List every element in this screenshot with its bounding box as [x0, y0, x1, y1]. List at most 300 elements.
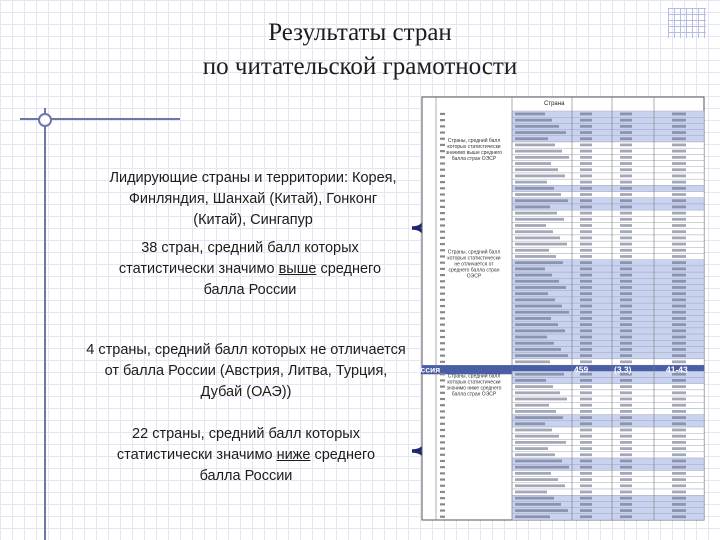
below-keyword: ниже: [276, 447, 311, 463]
row-number-mark: [440, 268, 445, 270]
country-name-mark: [515, 175, 565, 178]
row-number-mark: [440, 305, 445, 307]
score-mark: [580, 323, 592, 326]
country-name-mark: [515, 218, 564, 221]
country-name-mark: [515, 447, 548, 450]
rank-mark: [672, 360, 686, 363]
rank-mark: [672, 125, 686, 128]
row-number-mark: [440, 125, 445, 127]
row-number-mark: [440, 342, 445, 344]
score-mark: [580, 274, 592, 277]
se-mark: [620, 329, 632, 332]
score-mark: [580, 187, 592, 190]
score-mark: [580, 175, 592, 178]
row-number-mark: [440, 417, 445, 419]
score-mark: [580, 230, 592, 233]
country-name-mark: [515, 131, 566, 134]
se-mark: [620, 422, 632, 425]
score-mark: [580, 298, 592, 301]
score-mark: [580, 218, 592, 221]
se-mark: [620, 274, 632, 277]
rank-mark: [672, 435, 686, 438]
rank-mark: [672, 460, 686, 463]
score-mark: [580, 168, 592, 171]
score-mark: [580, 336, 592, 339]
score-mark: [580, 125, 592, 128]
score-mark: [580, 131, 592, 134]
country-name-mark: [515, 206, 550, 209]
score-mark: [580, 162, 592, 165]
se-mark: [620, 515, 632, 518]
score-mark: [580, 249, 592, 252]
score-mark: [580, 292, 592, 295]
row-number-mark: [440, 497, 445, 499]
score-mark: [580, 429, 592, 432]
results-table: [410, 97, 704, 520]
se-mark: [620, 267, 632, 270]
score-mark: [580, 509, 592, 512]
row-number-mark: [440, 361, 445, 363]
rank-mark: [672, 329, 686, 332]
russia-rank: 41-43: [666, 364, 688, 375]
country-name-mark: [515, 274, 552, 277]
row-number-mark: [440, 138, 445, 140]
rank-mark: [672, 354, 686, 357]
score-mark: [580, 144, 592, 147]
se-mark: [620, 354, 632, 357]
se-mark: [620, 230, 632, 233]
rank-mark: [672, 243, 686, 246]
se-mark: [620, 144, 632, 147]
row-number-mark: [440, 293, 445, 295]
rank-mark: [672, 391, 686, 394]
rank-mark: [672, 453, 686, 456]
country-name-mark: [515, 497, 554, 500]
score-mark: [580, 224, 592, 227]
rank-mark: [672, 336, 686, 339]
se-mark: [620, 466, 632, 469]
row-number-mark: [440, 144, 445, 146]
rank-mark: [672, 267, 686, 270]
rank-mark: [672, 298, 686, 301]
rank-mark: [672, 484, 686, 487]
score-mark: [580, 391, 592, 394]
row-number-mark: [440, 485, 445, 487]
row-number-mark: [440, 423, 445, 425]
equal-average-text: 4 страны, средний балл которых не отличается от балла России (Австрия, Литва, Турция, Дубай (ОАЭ)): [86, 342, 406, 400]
se-mark: [620, 305, 632, 308]
se-mark: [620, 379, 632, 382]
country-name-mark: [515, 329, 565, 332]
se-mark: [620, 113, 632, 116]
country-name-mark: [515, 391, 560, 394]
se-mark: [620, 447, 632, 450]
country-name-mark: [515, 484, 565, 487]
se-mark: [620, 398, 632, 401]
se-mark: [620, 206, 632, 209]
country-name-mark: [515, 236, 560, 239]
row-number-mark: [440, 336, 445, 338]
table-header-text: Страна: [544, 101, 565, 107]
rank-mark: [672, 199, 686, 202]
country-name-mark: [515, 317, 551, 320]
se-mark: [620, 416, 632, 419]
score-mark: [580, 385, 592, 388]
country-name-mark: [515, 460, 562, 463]
score-mark: [580, 156, 592, 159]
rank-mark: [672, 255, 686, 258]
se-mark: [620, 156, 632, 159]
score-mark: [580, 267, 592, 270]
score-mark: [580, 342, 592, 345]
score-mark: [580, 348, 592, 351]
row-number-mark: [440, 435, 445, 437]
slide-title-line-1: Результаты стран: [268, 19, 452, 46]
score-mark: [580, 286, 592, 289]
score-mark: [580, 360, 592, 363]
row-number-mark: [440, 274, 445, 276]
rank-mark: [672, 385, 686, 388]
row-number-mark: [440, 206, 445, 208]
se-mark: [620, 255, 632, 258]
se-mark: [620, 261, 632, 264]
se-mark: [620, 125, 632, 128]
se-mark: [620, 385, 632, 388]
se-mark: [620, 137, 632, 140]
score-mark: [580, 491, 592, 494]
row-number-mark: [440, 392, 445, 394]
se-mark: [620, 497, 632, 500]
rank-mark: [672, 317, 686, 320]
country-name-mark: [515, 422, 545, 425]
rank-mark: [672, 311, 686, 314]
row-number-mark: [440, 280, 445, 282]
score-mark: [580, 416, 592, 419]
se-mark: [620, 342, 632, 345]
row-number-mark: [440, 169, 445, 171]
country-name-mark: [515, 168, 558, 171]
russia-se: (3.3): [614, 364, 632, 375]
se-mark: [620, 131, 632, 134]
country-name-mark: [515, 491, 547, 494]
se-mark: [620, 317, 632, 320]
row-number-mark: [440, 162, 445, 164]
score-mark: [580, 212, 592, 215]
country-name-mark: [515, 224, 546, 227]
se-mark: [620, 199, 632, 202]
country-name-mark: [515, 125, 559, 128]
row-number-mark: [440, 237, 445, 239]
score-mark: [580, 515, 592, 518]
country-name-mark: [515, 150, 562, 153]
rank-mark: [672, 323, 686, 326]
above-average-text-part-2: среднего балла России: [203, 261, 382, 298]
score-mark: [580, 119, 592, 122]
rank-mark: [672, 249, 686, 252]
se-mark: [620, 187, 632, 190]
country-name-mark: [515, 404, 549, 407]
se-mark: [620, 292, 632, 295]
rank-mark: [672, 342, 686, 345]
row-number-mark: [440, 249, 445, 251]
rank-mark: [672, 224, 686, 227]
score-mark: [580, 497, 592, 500]
row-number-mark: [440, 491, 445, 493]
se-mark: [620, 453, 632, 456]
row-number-mark: [440, 299, 445, 301]
rank-mark: [672, 472, 686, 475]
se-mark: [620, 478, 632, 481]
above-keyword: выше: [278, 261, 317, 277]
row-number-mark: [440, 472, 445, 474]
score-mark: [580, 261, 592, 264]
row-number-mark: [440, 262, 445, 264]
country-name-mark: [515, 199, 568, 202]
rank-mark: [672, 348, 686, 351]
country-name-mark: [515, 119, 552, 122]
country-name-mark: [515, 292, 548, 295]
russia-score: 459: [574, 364, 589, 375]
country-name-mark: [515, 243, 567, 246]
row-number-mark: [440, 113, 445, 115]
score-mark: [580, 255, 592, 258]
se-mark: [620, 119, 632, 122]
row-number-mark: [440, 187, 445, 189]
row-number-mark: [440, 317, 445, 319]
country-name-mark: [515, 410, 556, 413]
se-mark: [620, 236, 632, 239]
se-mark: [620, 243, 632, 246]
below-average-text-part-1: 22 страны, средний балл которых статистически значимо: [116, 426, 360, 463]
row-number-mark: [440, 231, 445, 233]
country-name-mark: [515, 261, 563, 264]
row-number-mark: [440, 410, 445, 412]
country-name-mark: [515, 348, 561, 351]
se-mark: [620, 249, 632, 252]
score-mark: [580, 311, 592, 314]
row-number-mark: [440, 243, 445, 245]
row-number-mark: [440, 429, 445, 431]
se-mark: [620, 410, 632, 413]
country-name-mark: [515, 429, 552, 432]
score-mark: [580, 404, 592, 407]
rank-mark: [672, 175, 686, 178]
rank-mark: [672, 274, 686, 277]
country-name-mark: [515, 162, 551, 165]
rank-mark: [672, 187, 686, 190]
rank-mark: [672, 491, 686, 494]
country-name-mark: [515, 137, 548, 140]
rank-mark: [672, 422, 686, 425]
se-mark: [620, 181, 632, 184]
rank-mark: [672, 113, 686, 116]
rank-mark: [672, 398, 686, 401]
score-mark: [580, 484, 592, 487]
se-mark: [620, 429, 632, 432]
score-mark: [580, 460, 592, 463]
country-name-mark: [515, 398, 567, 401]
results-table-image: [410, 97, 704, 520]
row-number-mark: [440, 255, 445, 257]
country-name-mark: [515, 323, 558, 326]
row-number-mark: [440, 311, 445, 313]
rank-mark: [672, 230, 686, 233]
rank-mark: [672, 280, 686, 283]
country-name-mark: [515, 379, 546, 382]
country-name-mark: [515, 373, 564, 376]
row-number-mark: [440, 478, 445, 480]
country-name-mark: [515, 144, 555, 147]
row-number-mark: [440, 373, 445, 375]
se-mark: [620, 280, 632, 283]
se-mark: [620, 391, 632, 394]
rank-mark: [672, 466, 686, 469]
group-note-mid: Страны, средний балл которых статистически не отличается от среднего балла стран ОЭСР: [447, 249, 501, 280]
country-name-mark: [515, 187, 554, 190]
se-mark: [620, 193, 632, 196]
country-name-mark: [515, 509, 568, 512]
row-number-mark: [440, 218, 445, 220]
se-mark: [620, 150, 632, 153]
se-mark: [620, 311, 632, 314]
country-name-mark: [515, 280, 559, 283]
se-mark: [620, 503, 632, 506]
se-mark: [620, 212, 632, 215]
country-name-mark: [515, 156, 569, 159]
rank-mark: [672, 497, 686, 500]
score-mark: [580, 181, 592, 184]
country-name-mark: [515, 298, 555, 301]
row-number-mark: [440, 286, 445, 288]
below-average-text-part-2: среднего балла России: [199, 447, 376, 484]
rank-mark: [672, 292, 686, 295]
se-mark: [620, 509, 632, 512]
rank-mark: [672, 509, 686, 512]
rank-mark: [672, 144, 686, 147]
group-note-above: Страны, средний балл которых статистически значимо выше среднего балла стран ОЭСР: [445, 137, 503, 162]
country-name-mark: [515, 478, 558, 481]
score-mark: [580, 199, 592, 202]
country-name-mark: [515, 435, 559, 438]
group-note-below: Страны, средний балл которых статистически значимо ниже среднего балла стран ОЭСР: [446, 373, 502, 398]
country-name-mark: [515, 286, 566, 289]
se-mark: [620, 218, 632, 221]
se-mark: [620, 472, 632, 475]
rank-mark: [672, 193, 686, 196]
rank-mark: [672, 162, 686, 165]
country-name-mark: [515, 181, 547, 184]
se-mark: [620, 435, 632, 438]
rank-mark: [672, 447, 686, 450]
score-mark: [580, 317, 592, 320]
row-number-mark: [440, 200, 445, 202]
score-mark: [580, 137, 592, 140]
score-mark: [580, 243, 592, 246]
se-mark: [620, 491, 632, 494]
slide-title-line-2: по читательской грамотности: [202, 53, 518, 80]
rank-mark: [672, 212, 686, 215]
se-mark: [620, 162, 632, 165]
rank-mark: [672, 416, 686, 419]
se-mark: [620, 360, 632, 363]
score-mark: [580, 113, 592, 116]
row-number-mark: [440, 460, 445, 462]
se-mark: [620, 298, 632, 301]
rank-mark: [672, 131, 686, 134]
country-name-mark: [515, 311, 569, 314]
rank-mark: [672, 156, 686, 159]
rank-mark: [672, 261, 686, 264]
country-name-mark: [515, 515, 550, 518]
row-number-mark: [440, 466, 445, 468]
row-number-mark: [440, 330, 445, 332]
score-mark: [580, 379, 592, 382]
score-mark: [580, 478, 592, 481]
score-mark: [580, 447, 592, 450]
row-number-mark: [440, 441, 445, 443]
country-name-mark: [515, 267, 545, 270]
russia-country-label: Россия: [410, 364, 441, 375]
row-number-mark: [440, 324, 445, 326]
rank-mark: [672, 478, 686, 481]
row-number-mark: [440, 224, 445, 226]
country-name-mark: [515, 193, 561, 196]
country-name-mark: [515, 230, 553, 233]
country-name-mark: [515, 336, 547, 339]
above-average-text-part-1: 38 стран, средний балл которых статистически значимо: [118, 240, 359, 277]
score-mark: [580, 422, 592, 425]
rank-mark: [672, 286, 686, 289]
country-name-mark: [515, 472, 551, 475]
rank-mark: [672, 429, 686, 432]
country-name-mark: [515, 212, 557, 215]
country-name-mark: [515, 249, 549, 252]
se-mark: [620, 286, 632, 289]
country-name-mark: [515, 113, 545, 116]
country-name-mark: [515, 441, 566, 444]
score-mark: [580, 398, 592, 401]
score-mark: [580, 280, 592, 283]
rank-mark: [672, 206, 686, 209]
rank-mark: [672, 305, 686, 308]
score-mark: [580, 435, 592, 438]
rank-mark: [672, 119, 686, 122]
se-mark: [620, 484, 632, 487]
row-number-mark: [440, 156, 445, 158]
rank-mark: [672, 515, 686, 518]
score-mark: [580, 503, 592, 506]
row-number-mark: [440, 175, 445, 177]
se-mark: [620, 224, 632, 227]
score-mark: [580, 466, 592, 469]
row-number-mark: [440, 447, 445, 449]
score-mark: [580, 305, 592, 308]
score-mark: [580, 329, 592, 332]
row-number-mark: [440, 509, 445, 511]
rank-mark: [672, 168, 686, 171]
country-name-mark: [515, 503, 561, 506]
row-number-mark: [440, 503, 445, 505]
rank-mark: [672, 404, 686, 407]
row-number-mark: [440, 119, 445, 121]
row-number-mark: [440, 131, 445, 133]
row-number-mark: [440, 348, 445, 350]
se-mark: [620, 168, 632, 171]
country-name-mark: [515, 453, 555, 456]
score-mark: [580, 206, 592, 209]
row-number-mark: [440, 398, 445, 400]
rank-mark: [672, 137, 686, 140]
